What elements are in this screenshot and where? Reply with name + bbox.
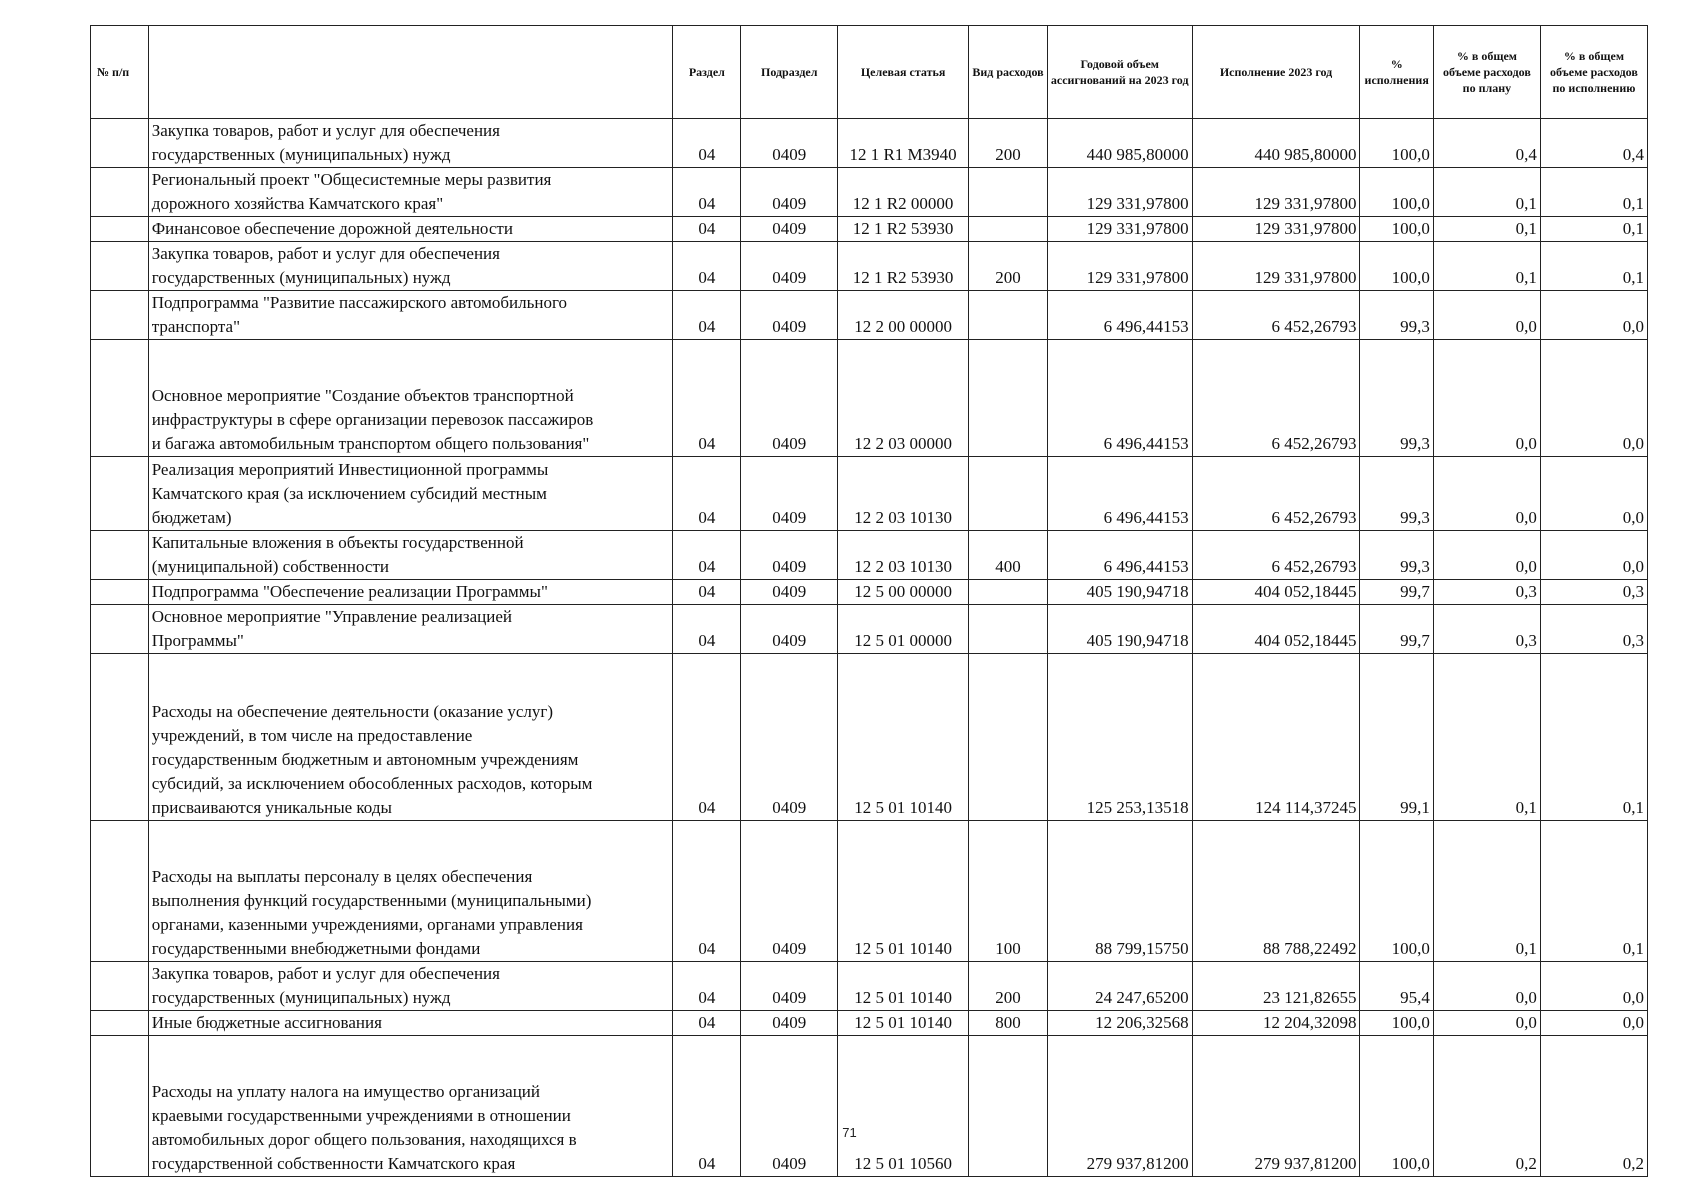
cell-pct-plan: 0,4 [1433,119,1540,168]
table-row [91,457,1648,531]
cell-tselevaya: 12 5 01 10140 [838,654,969,821]
table-row [91,531,1648,580]
cell-name: Закупка товаров, работ и услуг для обеспечения государственных (муниципальных) нужд [148,119,673,168]
cell-podrazdel: 0409 [741,242,838,291]
cell-num [91,217,149,242]
cell-razdel: 04 [673,242,741,291]
cell-tselevaya: 12 5 01 00000 [838,605,969,654]
cell-ispolnenie: 12 204,32098 [1192,1011,1360,1036]
cell-pct-plan: 0,1 [1433,654,1540,821]
cell-vid [969,340,1048,457]
cell-pct: 99,3 [1360,531,1433,580]
cell-ispolnenie: 404 052,18445 [1192,580,1360,605]
cell-razdel: 04 [673,217,741,242]
cell-tselevaya: 12 5 01 10140 [838,821,969,962]
cell-vid [969,291,1048,340]
header-pct: % исполнения [1360,26,1433,119]
cell-podrazdel: 0409 [741,217,838,242]
cell-pct: 99,3 [1360,291,1433,340]
cell-num [91,119,149,168]
cell-plan: 6 496,44153 [1047,291,1192,340]
cell-ispolnenie: 440 985,80000 [1192,119,1360,168]
cell-pct-isp: 0,0 [1540,531,1647,580]
cell-num [91,962,149,1011]
cell-podrazdel: 0409 [741,119,838,168]
cell-vid [969,580,1048,605]
cell-pct: 100,0 [1360,242,1433,291]
cell-name: Иные бюджетные ассигнования [148,1011,673,1036]
table-row [91,217,1648,242]
cell-tselevaya: 12 1 R1 M3940 [838,119,969,168]
cell-ispolnenie: 129 331,97800 [1192,242,1360,291]
cell-pct: 100,0 [1360,821,1433,962]
cell-tselevaya: 12 2 03 10130 [838,457,969,531]
table-row [91,119,1648,168]
cell-razdel: 04 [673,580,741,605]
cell-name: Расходы на выплаты персоналу в целях обеспечения выполнения функций государственными (муниципальными) органами, казенными учреждениями, органами управления государственными внебюджетными фондами [148,821,673,962]
cell-tselevaya: 12 5 01 10140 [838,962,969,1011]
cell-pct-isp: 0,0 [1540,291,1647,340]
cell-razdel: 04 [673,962,741,1011]
cell-vid [969,457,1048,531]
cell-podrazdel: 0409 [741,291,838,340]
cell-num [91,1036,149,1177]
cell-razdel: 04 [673,340,741,457]
cell-pct: 99,1 [1360,654,1433,821]
cell-pct-plan: 0,0 [1433,1011,1540,1036]
header-pct-plan: % в общем объеме расходов по плану [1433,26,1540,119]
cell-num [91,457,149,531]
cell-num [91,531,149,580]
cell-pct-isp: 0,1 [1540,242,1647,291]
cell-plan: 24 247,65200 [1047,962,1192,1011]
cell-podrazdel: 0409 [741,605,838,654]
cell-vid: 200 [969,242,1048,291]
cell-pct-plan: 0,3 [1433,580,1540,605]
cell-podrazdel: 0409 [741,340,838,457]
budget-table [90,25,1648,1177]
cell-pct-isp: 0,1 [1540,654,1647,821]
cell-pct-plan: 0,0 [1433,457,1540,531]
page-number: 71 [842,1125,857,1140]
cell-pct: 95,4 [1360,962,1433,1011]
cell-num [91,291,149,340]
cell-plan: 6 496,44153 [1047,531,1192,580]
header-row [91,26,1648,119]
cell-num [91,821,149,962]
header-num: № п/п [91,26,149,119]
cell-pct-plan: 0,2 [1433,1036,1540,1177]
cell-pct-isp: 0,2 [1540,1036,1647,1177]
cell-plan: 405 190,94718 [1047,580,1192,605]
header-name [148,26,673,119]
cell-vid [969,1036,1048,1177]
cell-vid [969,654,1048,821]
cell-pct: 99,3 [1360,340,1433,457]
cell-vid [969,217,1048,242]
cell-pct: 100,0 [1360,168,1433,217]
cell-vid: 200 [969,119,1048,168]
cell-tselevaya: 12 2 03 00000 [838,340,969,457]
cell-pct: 100,0 [1360,1036,1433,1177]
cell-num [91,242,149,291]
cell-tselevaya: 12 1 R2 53930 [838,242,969,291]
cell-razdel: 04 [673,119,741,168]
cell-pct-plan: 0,0 [1433,340,1540,457]
header-podrazdel: Подраздел [741,26,838,119]
cell-name: Расходы на уплату налога на имущество организаций краевыми государственными учреждениями в отношении автомобильных дорог общего пользования, находящихся в государственной собственности Камчатского края [148,1036,673,1177]
cell-num [91,168,149,217]
cell-name: Основное мероприятие "Управление реализацией Программы" [148,605,673,654]
table-row [91,821,1648,962]
cell-name: Закупка товаров, работ и услуг для обеспечения государственных (муниципальных) нужд [148,242,673,291]
cell-pct: 99,7 [1360,605,1433,654]
cell-pct-isp: 0,0 [1540,457,1647,531]
table-row [91,168,1648,217]
cell-pct-plan: 0,0 [1433,531,1540,580]
cell-razdel: 04 [673,605,741,654]
cell-ispolnenie: 129 331,97800 [1192,168,1360,217]
cell-ispolnenie: 6 452,26793 [1192,340,1360,457]
cell-name: Закупка товаров, работ и услуг для обеспечения государственных (муниципальных) нужд [148,962,673,1011]
cell-podrazdel: 0409 [741,1036,838,1177]
cell-name: Реализация мероприятий Инвестиционной программы Камчатского края (за исключением субсидий местным бюджетам) [148,457,673,531]
cell-podrazdel: 0409 [741,580,838,605]
cell-razdel: 04 [673,1011,741,1036]
header-vid-rashodov: Вид расходов [969,26,1048,119]
cell-pct-isp: 0,4 [1540,119,1647,168]
cell-plan: 129 331,97800 [1047,217,1192,242]
table-row [91,291,1648,340]
cell-pct: 100,0 [1360,1011,1433,1036]
cell-name: Региональный проект "Общесистемные меры развития дорожного хозяйства Камчатского края" [148,168,673,217]
cell-tselevaya: 12 1 R2 53930 [838,217,969,242]
cell-plan: 88 799,15750 [1047,821,1192,962]
cell-podrazdel: 0409 [741,1011,838,1036]
cell-name: Финансовое обеспечение дорожной деятельности [148,217,673,242]
cell-tselevaya: 12 5 00 00000 [838,580,969,605]
cell-ispolnenie: 6 452,26793 [1192,531,1360,580]
cell-vid [969,168,1048,217]
cell-name: Подпрограмма "Обеспечение реализации Программы" [148,580,673,605]
header-pct-isp: % в общем объеме расходов по исполнению [1540,26,1647,119]
cell-podrazdel: 0409 [741,821,838,962]
cell-podrazdel: 0409 [741,457,838,531]
table-row [91,1036,1648,1177]
cell-tselevaya: 12 5 01 10140 [838,1011,969,1036]
table-body [91,119,1648,1177]
cell-podrazdel: 0409 [741,962,838,1011]
cell-razdel: 04 [673,654,741,821]
cell-ispolnenie: 6 452,26793 [1192,457,1360,531]
cell-plan: 279 937,81200 [1047,1036,1192,1177]
header-plan: Годовой объем ассигнований на 2023 год [1047,26,1192,119]
cell-pct-plan: 0,1 [1433,242,1540,291]
cell-pct-plan: 0,1 [1433,217,1540,242]
table-row [91,580,1648,605]
table-row [91,654,1648,821]
cell-num [91,605,149,654]
cell-name: Основное мероприятие "Создание объектов транспортной инфраструктуры в сфере организации перевозок пассажиров и багажа автомобильным транспортом общего пользования" [148,340,673,457]
cell-razdel: 04 [673,821,741,962]
cell-pct-plan: 0,3 [1433,605,1540,654]
cell-plan: 12 206,32568 [1047,1011,1192,1036]
cell-num [91,340,149,457]
cell-vid: 400 [969,531,1048,580]
table-row [91,605,1648,654]
cell-tselevaya: 12 2 03 10130 [838,531,969,580]
cell-plan: 6 496,44153 [1047,457,1192,531]
cell-num [91,1011,149,1036]
cell-tselevaya: 12 2 00 00000 [838,291,969,340]
cell-name: Капитальные вложения в объекты государственной (муниципальной) собственности [148,531,673,580]
cell-pct-isp: 0,0 [1540,962,1647,1011]
table-row [91,340,1648,457]
cell-pct-plan: 0,1 [1433,168,1540,217]
cell-ispolnenie: 129 331,97800 [1192,217,1360,242]
header-tselevaya-statya: Целевая статья [838,26,969,119]
cell-vid: 100 [969,821,1048,962]
cell-podrazdel: 0409 [741,531,838,580]
cell-ispolnenie: 124 114,37245 [1192,654,1360,821]
cell-ispolnenie: 23 121,82655 [1192,962,1360,1011]
cell-pct-isp: 0,1 [1540,821,1647,962]
cell-ispolnenie: 6 452,26793 [1192,291,1360,340]
cell-tselevaya: 12 1 R2 00000 [838,168,969,217]
cell-name: Подпрограмма "Развитие пассажирского автомобильного транспорта" [148,291,673,340]
cell-pct-plan: 0,1 [1433,821,1540,962]
cell-plan: 129 331,97800 [1047,242,1192,291]
header-ispolnenie: Исполнение 2023 год [1192,26,1360,119]
cell-plan: 125 253,13518 [1047,654,1192,821]
cell-pct: 99,3 [1360,457,1433,531]
cell-razdel: 04 [673,168,741,217]
table-row [91,962,1648,1011]
cell-pct-isp: 0,0 [1540,340,1647,457]
cell-ispolnenie: 88 788,22492 [1192,821,1360,962]
cell-razdel: 04 [673,457,741,531]
cell-vid [969,605,1048,654]
cell-pct-isp: 0,0 [1540,1011,1647,1036]
cell-razdel: 04 [673,291,741,340]
cell-razdel: 04 [673,1036,741,1177]
cell-tselevaya: 12 5 01 10560 [838,1036,969,1177]
cell-plan: 129 331,97800 [1047,168,1192,217]
cell-ispolnenie: 279 937,81200 [1192,1036,1360,1177]
cell-name: Расходы на обеспечение деятельности (оказание услуг) учреждений, в том числе на предоставление государственным бюджетным и автономным учреждениям субсидий, за исключением обособленных расходов, которым присваиваются уникальные коды [148,654,673,821]
cell-pct: 100,0 [1360,119,1433,168]
cell-plan: 440 985,80000 [1047,119,1192,168]
cell-num [91,654,149,821]
table-row [91,1011,1648,1036]
cell-vid: 800 [969,1011,1048,1036]
cell-pct-plan: 0,0 [1433,291,1540,340]
cell-ispolnenie: 404 052,18445 [1192,605,1360,654]
cell-razdel: 04 [673,531,741,580]
cell-pct-plan: 0,0 [1433,962,1540,1011]
cell-podrazdel: 0409 [741,168,838,217]
cell-pct-isp: 0,1 [1540,168,1647,217]
cell-vid: 200 [969,962,1048,1011]
cell-pct: 99,7 [1360,580,1433,605]
cell-pct-isp: 0,1 [1540,217,1647,242]
cell-pct: 100,0 [1360,217,1433,242]
header-razdel: Раздел [673,26,741,119]
cell-num [91,580,149,605]
report-sheet [90,25,1648,1177]
table-row [91,242,1648,291]
cell-plan: 6 496,44153 [1047,340,1192,457]
cell-pct-isp: 0,3 [1540,580,1647,605]
cell-pct-isp: 0,3 [1540,605,1647,654]
cell-plan: 405 190,94718 [1047,605,1192,654]
cell-podrazdel: 0409 [741,654,838,821]
